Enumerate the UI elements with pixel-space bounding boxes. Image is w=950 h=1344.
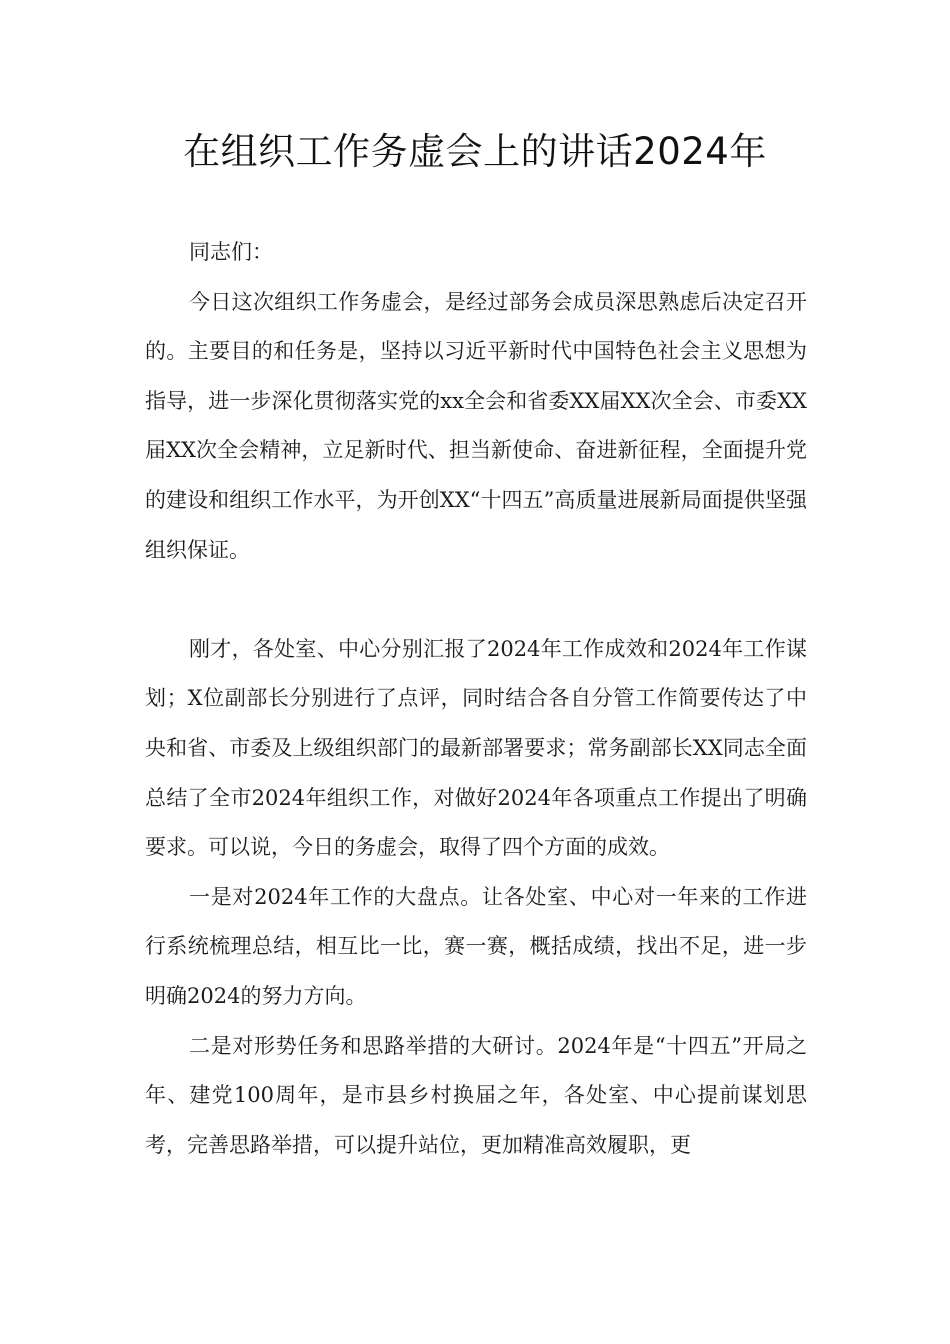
- paragraph-4: 二是对形势任务和思路举措的大研讨。2024年是“十四五”开局之年、建党100周年，是市县乡村换届之年，各处室、中心提前谋划思考，完善思路举措，可以提升站位，更加精准高效履职，更: [145, 1033, 807, 1157]
- document-body: [145, 228, 807, 1170]
- paragraph-gap: [145, 575, 807, 625]
- paragraph-1: 今日这次组织工作务虚会，是经过部务会成员深思熟虑后决定召开的。主要目的和任务是，坚持以习近平新时代中国特色社会主义思想为指导，进一步深化贯彻落实党的xx全会和省委XX届XX次全会、市委XX届XX次全会精神，立足新时代、担当新使命、奋进新征程，全面提升党的建设和组织工作水平，为开创XX“十四五”高质量进展新局面提供坚强组织保证。: [145, 289, 807, 562]
- paragraph-3: 一是对2024年工作的大盘点。让各处室、中心对一年来的工作进行系统梳理总结，相互比一比，赛一赛，概括成绩，找出不足，进一步明确2024的努力方向。: [145, 884, 807, 1008]
- paragraph-2: 刚才，各处室、中心分别汇报了2024年工作成效和2024年工作谋划；X位副部长分别进行了点评，同时结合各自分管工作简要传达了中央和省、市委及上级组织部门的最新部署要求；常务副部长XX同志全面总结了全市2024年组织工作，对做好2024年各项重点工作提出了明确要求。可以说，今日的务虚会，取得了四个方面的成效。: [145, 636, 807, 860]
- salutation: 同志们：: [189, 240, 273, 264]
- document-title: 在组织工作务虚会上的讲话2024年: [183, 130, 767, 173]
